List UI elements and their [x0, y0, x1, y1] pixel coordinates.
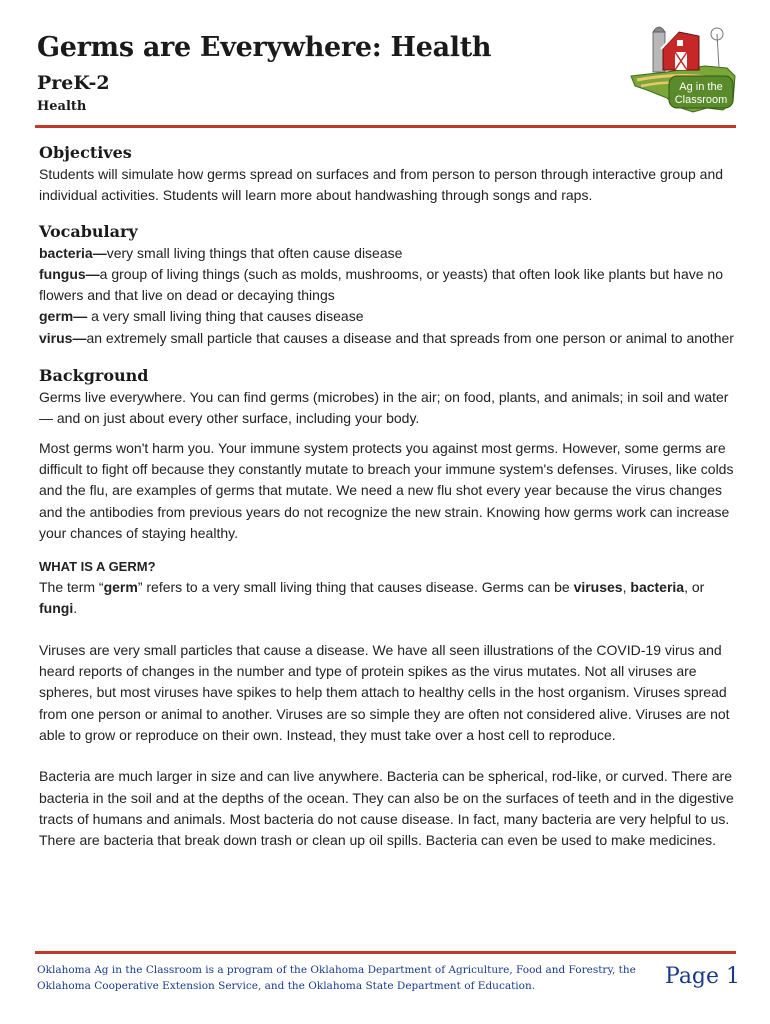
what-is-a-germ-heading: WHAT IS A GERM? — [39, 559, 156, 575]
footer-text — [37, 962, 647, 994]
vocab-item-fungus — [39, 264, 734, 307]
vocab-item-bacteria — [39, 243, 734, 264]
objectives-heading: Objectives — [39, 143, 132, 162]
background-section — [39, 365, 734, 851]
vocab-item-germ — [39, 306, 734, 327]
logo-text-line-2: Classroom — [674, 94, 728, 106]
header-divider — [35, 125, 736, 128]
viruses-term: viruses — [573, 579, 623, 596]
subject-label: Health — [37, 99, 87, 114]
text-run: , — [622, 579, 631, 596]
vocab-term: bacteria— — [39, 244, 107, 261]
footer-line-2: Oklahoma Cooperative Extension Service, and the Oklahoma State Department of Education. — [37, 980, 536, 992]
grade-level: PreK-2 — [37, 72, 110, 94]
footer-line-1: Oklahoma Ag in the Classroom is a program of the Oklahoma Department of Agriculture, Food and Forestry, the — [37, 964, 636, 976]
text-run: , or — [684, 579, 705, 596]
vocab-term: virus— — [39, 329, 87, 346]
vocab-definition: very small living things that often cause disease — [106, 244, 403, 261]
logo-text-line-1: Ag in the — [679, 81, 723, 93]
ag-in-the-classroom-logo — [627, 14, 737, 118]
vocab-definition: an extremely small particle that causes a disease and that spreads from one person or animal to another — [86, 329, 734, 346]
fungi-term: fungi — [39, 600, 74, 617]
vocab-term: germ— — [39, 308, 88, 325]
footer-divider — [35, 951, 736, 954]
background-paragraph-1: Germs live everywhere. You can find germs (microbes) in the air; on food, plants, and animals; in soil and water — and on just about every other surface, including your body. — [39, 389, 729, 427]
text-run: . — [73, 600, 78, 617]
text-run: ” refers to a very small living thing that causes disease. Germs can be — [137, 579, 574, 596]
vocab-term: fungus— — [39, 265, 100, 282]
vocab-definition: a very small living thing that causes disease — [87, 308, 364, 325]
germ-term: germ — [103, 579, 138, 596]
page-number: Page 1 — [665, 964, 741, 989]
objectives-text: Students will simulate how germs spread on surfaces and from person to person through interactive group and individual activities. Students will learn more about handwashing through songs and raps. — [39, 166, 724, 204]
text-run: The term “ — [39, 579, 104, 596]
what-is-a-germ-paragraph-1 — [39, 577, 734, 620]
vocab-item-virus — [39, 328, 734, 349]
bacteria-term: bacteria — [630, 579, 685, 596]
objectives-section — [39, 142, 734, 207]
page-title: Germs are Everywhere: Health — [37, 32, 492, 63]
vocabulary-heading: Vocabulary — [39, 221, 138, 241]
vocab-definition: a group of living things (such as molds, mushrooms, or yeasts) that often look like plants but have no flowers and that live on dead or decaying things — [39, 265, 723, 304]
vocabulary-section — [39, 221, 734, 349]
background-heading: Background — [39, 366, 149, 386]
viruses-paragraph: Viruses are very small particles that cause a disease. We have all seen illustrations of the COVID-19 virus and heard reports of changes in the number and type of protein spikes as the virus mutates. Not all viruses are spheres, but most viruses have spikes to help them attach to healthy cells in the host organism. Viruses spread from one person or animal to another. Viruses are so simple they are often not considered alive. Viruses are not able to grow or reproduce on their own. Instead, they must take over a host cell to reproduce. — [39, 641, 730, 743]
bacteria-paragraph: Bacteria are much larger in size and can live anywhere. Bacteria can be spherical, rod-like, or curved. There are bacteria in the soil and at the depths of the ocean. They can also be on the surfaces of teeth and in the digestive tracts of humans and animals. Most bacteria do not cause disease. In fact, many bacteria are very helpful to us. There are bacteria that break down trash or clean up oil spills. Bacteria can even be used to make medicines. — [39, 768, 734, 849]
background-paragraph-2: Most germs won't harm you. Your immune system protects you against most germs. However, some germs are difficult to fight off because they constantly mutate to breach your immune system's defenses. Viruses, like colds and the flu, are examples of germs that mutate. We need a new flu shot every year because the virus changes and the antibodies from previous years do not recognize the new strain. Knowing how germs work can increase your chances of staying healthy. — [39, 439, 734, 541]
